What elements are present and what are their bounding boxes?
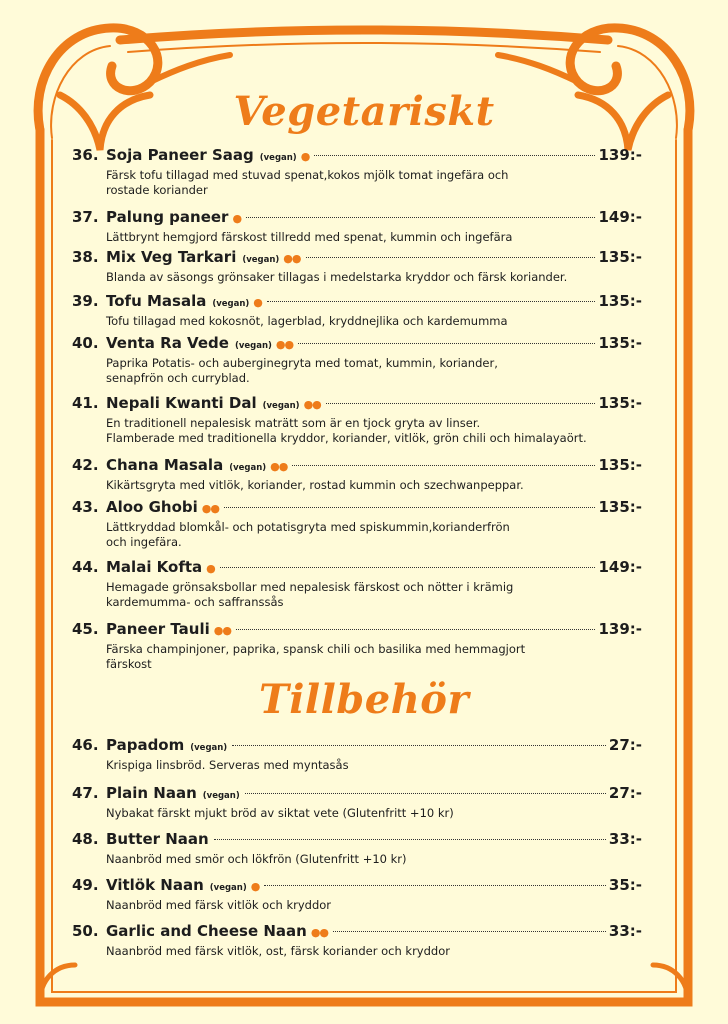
item-number: 40.: [72, 334, 99, 352]
item-price: 149:-: [598, 558, 642, 576]
item-name: Mix Veg Tarkari: [106, 248, 237, 266]
item-name: Malai Kofta: [106, 558, 203, 576]
item-description: Kikärtsgryta med vitlök, koriander, rostad kummin och szechwanpeppar.: [106, 478, 524, 492]
vegan-tag: (vegan): [202, 791, 240, 801]
item-description: Paprika Potatis- och auberginegryta med tomat, kummin, koriander, senapfrön och curryblad.: [106, 356, 498, 385]
chili-dot-icon: ●: [250, 880, 260, 893]
item-name: Tofu Masala: [106, 292, 207, 310]
menu-item-header: [72, 248, 642, 270]
dot-leader: [292, 465, 595, 466]
chili-dot-icon: ●●: [310, 926, 329, 939]
item-number: 37.: [72, 208, 99, 226]
menu-item-header: [72, 456, 642, 478]
vegan-tag: (vegan): [212, 299, 250, 309]
item-price: 149:-: [598, 208, 642, 226]
item-number: 49.: [72, 876, 99, 894]
dot-leader: [264, 885, 606, 886]
vegan-tag: (vegan): [209, 883, 247, 893]
item-number: 47.: [72, 784, 99, 802]
item-number: 41.: [72, 394, 99, 412]
item-description: Krispiga linsbröd. Serveras med myntasås: [106, 758, 349, 772]
vegan-tag: (vegan): [229, 463, 267, 473]
menu-item: [72, 146, 642, 198]
vegan-tag: (vegan): [242, 255, 280, 265]
chili-dot-icon: ●: [253, 296, 262, 309]
item-description: Hemagade grönsaksbollar med nepalesisk färskost och nötter i krämig kardemumma- och saffranssås: [106, 580, 514, 609]
chili-dot-icon: ●●: [201, 502, 219, 515]
menu-item-header: [72, 876, 642, 898]
menu-item: [72, 334, 642, 386]
vegan-tag: (vegan): [190, 743, 228, 753]
item-price: 135:-: [598, 334, 642, 352]
menu-item-header: [72, 784, 642, 806]
dot-leader: [232, 745, 606, 746]
menu-item-header: [72, 736, 642, 758]
dot-leader: [220, 567, 596, 568]
item-number: 44.: [72, 558, 99, 576]
item-price: 135:-: [598, 292, 642, 310]
item-price: 135:-: [598, 498, 642, 516]
chili-dot-icon: ●●: [275, 338, 294, 351]
item-description: Naanbröd med färsk vitlök och kryddor: [106, 898, 332, 912]
menu-item: [72, 394, 642, 446]
menu-item-header: [72, 334, 642, 356]
item-price: 135:-: [598, 248, 642, 266]
item-price: 35:-: [608, 876, 642, 894]
dot-leader: [306, 257, 596, 258]
dot-leader: [326, 403, 596, 404]
menu-item: [72, 292, 642, 329]
item-name: Palung paneer: [106, 208, 229, 226]
dot-leader: [245, 793, 606, 794]
item-number: 48.: [72, 830, 99, 848]
menu-item-header: [72, 830, 642, 852]
item-name: Butter Naan: [106, 830, 209, 848]
chili-dot-icon: ●●: [213, 624, 231, 637]
item-name: Plain Naan: [106, 784, 197, 802]
menu-item-header: [72, 292, 642, 314]
menu-item-header: [72, 620, 642, 642]
vegan-tag: (vegan): [262, 401, 300, 411]
menu-item: [72, 620, 642, 672]
item-number: 50.: [72, 922, 99, 940]
vegan-tag: (vegan): [259, 153, 297, 163]
dot-leader: [314, 155, 595, 156]
menu-item-header: [72, 498, 642, 520]
item-price: 33:-: [608, 922, 642, 940]
chili-dot-icon: ●●: [270, 460, 288, 473]
dot-leader: [214, 839, 606, 840]
item-description: Naanbröd med färsk vitlök, ost, färsk koriander och kryddor: [106, 944, 450, 958]
item-name: Paneer Tauli: [106, 620, 210, 638]
item-name: Venta Ra Vede: [106, 334, 229, 352]
item-name: Vitlök Naan: [106, 876, 204, 894]
item-description: Lättkryddad blomkål- och potatisgryta med spiskummin,korianderfrön och ingefära.: [106, 520, 510, 549]
menu-item: [72, 456, 642, 493]
vegan-tag: (vegan): [234, 341, 272, 351]
dot-leader: [236, 629, 596, 630]
item-number: 43.: [72, 498, 99, 516]
item-name: Nepali Kwanti Dal: [106, 394, 257, 412]
item-number: 39.: [72, 292, 99, 310]
menu-item: [72, 558, 642, 610]
item-number: 45.: [72, 620, 99, 638]
item-name: Soja Paneer Saag: [106, 146, 254, 164]
item-price: 135:-: [598, 456, 642, 474]
menu-item-header: [72, 558, 642, 580]
chili-dot-icon: ●: [232, 212, 242, 225]
item-name: Aloo Ghobi: [106, 498, 198, 516]
chili-dot-icon: ●: [300, 150, 310, 163]
dot-leader: [246, 217, 595, 218]
item-number: 46.: [72, 736, 99, 754]
item-description: Nybakat färskt mjukt bröd av siktat vete (Glutenfritt +10 kr): [106, 806, 454, 820]
chili-dot-icon: ●●: [283, 252, 301, 265]
menu-item: [72, 830, 642, 867]
item-description: Tofu tillagad med kokosnöt, lagerblad, kryddnejlika och kardemumma: [106, 314, 508, 328]
item-description: En traditionell nepalesisk maträtt som är en tjock gryta av linser. Flamberade med traditionella kryddor, koriander, vitlök, grön chili och himalayaört.: [106, 416, 587, 445]
menu-item: [72, 922, 642, 959]
menu-item-header: [72, 146, 642, 168]
chili-dot-icon: ●: [206, 562, 215, 575]
section-title-vegetariskt: Vegetariskt: [233, 88, 495, 135]
item-price: 135:-: [598, 394, 642, 412]
dot-leader: [298, 343, 595, 344]
menu-item: [72, 208, 642, 245]
item-price: 27:-: [608, 736, 642, 754]
dot-leader: [333, 931, 606, 932]
chili-dot-icon: ●●: [303, 398, 321, 411]
item-description: Blanda av säsongs grönsaker tillagas i medelstarka kryddor och färsk koriander.: [106, 270, 568, 284]
item-name: Garlic and Cheese Naan: [106, 922, 307, 940]
menu-item: [72, 498, 642, 550]
menu-item: [72, 784, 642, 821]
menu-item: [72, 248, 642, 285]
item-price: 139:-: [598, 620, 642, 638]
menu-item: [72, 736, 642, 773]
menu-item-header: [72, 394, 642, 416]
section-title-tillbehor: Tillbehör: [258, 676, 470, 723]
item-number: 42.: [72, 456, 99, 474]
dot-leader: [224, 507, 595, 508]
dot-leader: [267, 301, 596, 302]
item-description: Färska champinjoner, paprika, spansk chili och basilika med hemmagjort färskost: [106, 642, 526, 671]
item-name: Chana Masala: [106, 456, 224, 474]
item-price: 33:-: [608, 830, 642, 848]
item-price: 27:-: [608, 784, 642, 802]
menu-item-header: [72, 208, 642, 230]
item-number: 36.: [72, 146, 99, 164]
item-number: 38.: [72, 248, 99, 266]
item-price: 139:-: [598, 146, 642, 164]
item-description: Färsk tofu tillagad med stuvad spenat,kokos mjölk tomat ingefära och rostade koriander: [106, 168, 509, 197]
item-description: Lättbrynt hemgjord färskost tillredd med spenat, kummin och ingefära: [106, 230, 513, 244]
item-name: Papadom: [106, 736, 185, 754]
item-description: Naanbröd med smör och lökfrön (Glutenfritt +10 kr): [106, 852, 407, 866]
menu-item: [72, 876, 642, 913]
menu-item-header: [72, 922, 642, 944]
